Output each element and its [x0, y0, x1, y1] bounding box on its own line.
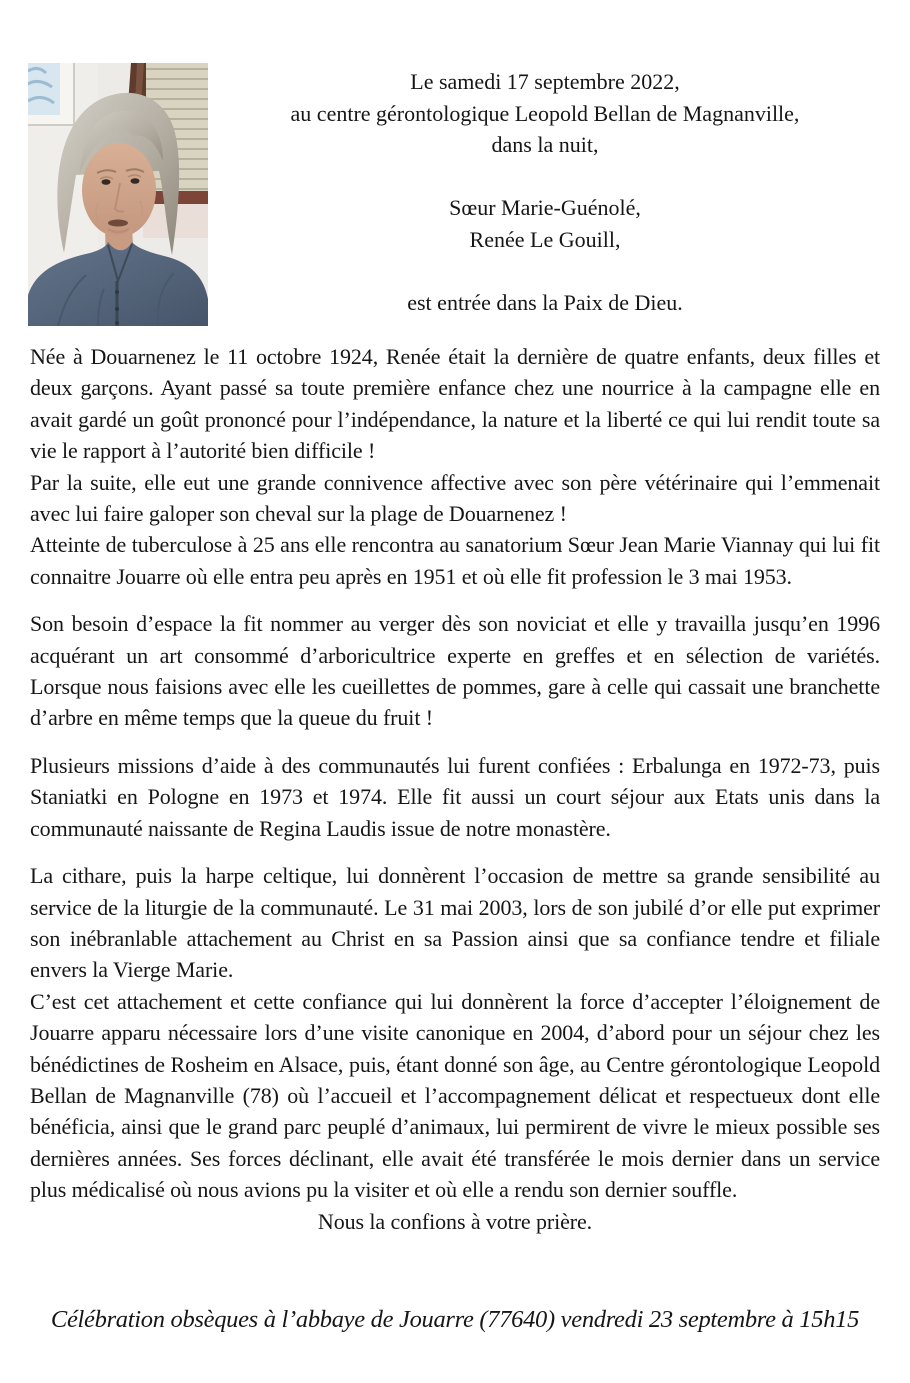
portrait-photo [28, 63, 208, 326]
funeral-notice: Célébration obsèques à l’abbaye de Jouarre (77640) vendredi 23 septembre à 15h15 [50, 1306, 860, 1333]
obituary-body [30, 341, 880, 1237]
body-paragraph: Plusieurs missions d’aide à des communautés lui furent confiées : Erbalunga en 1972-73, puis Staniatki en Pologne en 1973 et 1974. Elle fit aussi un court séjour aux Etats unis dans la communauté naissante de Regina Laudis issue de notre monastère. [30, 752, 880, 841]
body-paragraph: Par la suite, elle eut une grande connivence affective avec son père vétérinaire qui l’emmenait avec lui faire galoper son cheval sur la plage de Douarnenez ! [30, 469, 880, 527]
body-paragraph: Née à Douarnenez le 11 octobre 1924, Renée était la dernière de quatre enfants, deux filles et deux garçons. Ayant passé sa toute première enfance chez une nourrice à la campagne elle en avait gardé un goût prononcé pour l’indépendance, la nature et la liberté ce qui lui rendit toute sa vie le rapport à l’autorité bien difficile ! [30, 344, 880, 464]
passing-line: est entrée dans la Paix de Dieu. [407, 289, 683, 315]
body-paragraph: Atteinte de tuberculose à 25 ans elle rencontra au sanatorium Sœur Jean Marie Viannay qui lui fit connaitre Jouarre où elle entra peu après en 1951 et où elle fit profession le 3 mai 1953. [30, 532, 880, 589]
body-paragraph: Son besoin d’espace la fit nommer au verger dès son noviciat et elle y travailla jusqu’en 1996 acquérant un art consommé d’arboricultrice experte en greffes et en sélection de variétés. Lorsque nous faisions avec elle les cueillettes de pommes, gare à celle qui cassait une branchette d’arbre en même temps que la queue du fruit ! [30, 611, 880, 731]
announcement-header [208, 66, 882, 318]
announcement-night: dans la nuit, [491, 132, 599, 157]
announcement-date: Le samedi 17 septembre 2022, [410, 69, 680, 94]
body-paragraph: C’est cet attachement et cette confiance qui lui donnèrent la force d’accepter l’éloignement de Jouarre apparu nécessaire lors d’une visite canonique en 2004, d’abord pour un séjour chez les bénédictines de Rosheim en Alsace, puis, étant donné son âge, au Centre gérontologique Leopold Bellan de Magnanville (78) où l’accueil et l’accompagnement délicat et respectueux dont elle bénéficia, ainsi que le grand parc peuplé d’animaux, lui permirent de vivre le mieux possible ses dernières années. Ses forces déclinant, elle avait été transférée le mois dernier dans un service plus médicalisé où nous avions pu la visiter et où elle a rendu son dernier souffle. [30, 988, 880, 1203]
announcement-place: au centre gérontologique Leopold Bellan de Magnanville, [290, 100, 800, 126]
prayer-line: Nous la confions à votre prière. [317, 1208, 593, 1234]
religious-name: Sœur Marie-Guénolé, [449, 195, 641, 220]
body-paragraph: La cithare, puis la harpe celtique, lui donnèrent l’occasion de mettre sa grande sensibilité au service de la liturgie de la communauté. Le 31 mai 2003, lors de son jubilé d’or elle put exprimer son inébranlable attachement au Christ en sa Passion ainsi que sa confiance tendre et filiale envers la Vierge Marie. [30, 863, 880, 983]
birth-name: Renée Le Gouill, [469, 226, 621, 252]
portrait-photo-illustration [28, 63, 208, 326]
